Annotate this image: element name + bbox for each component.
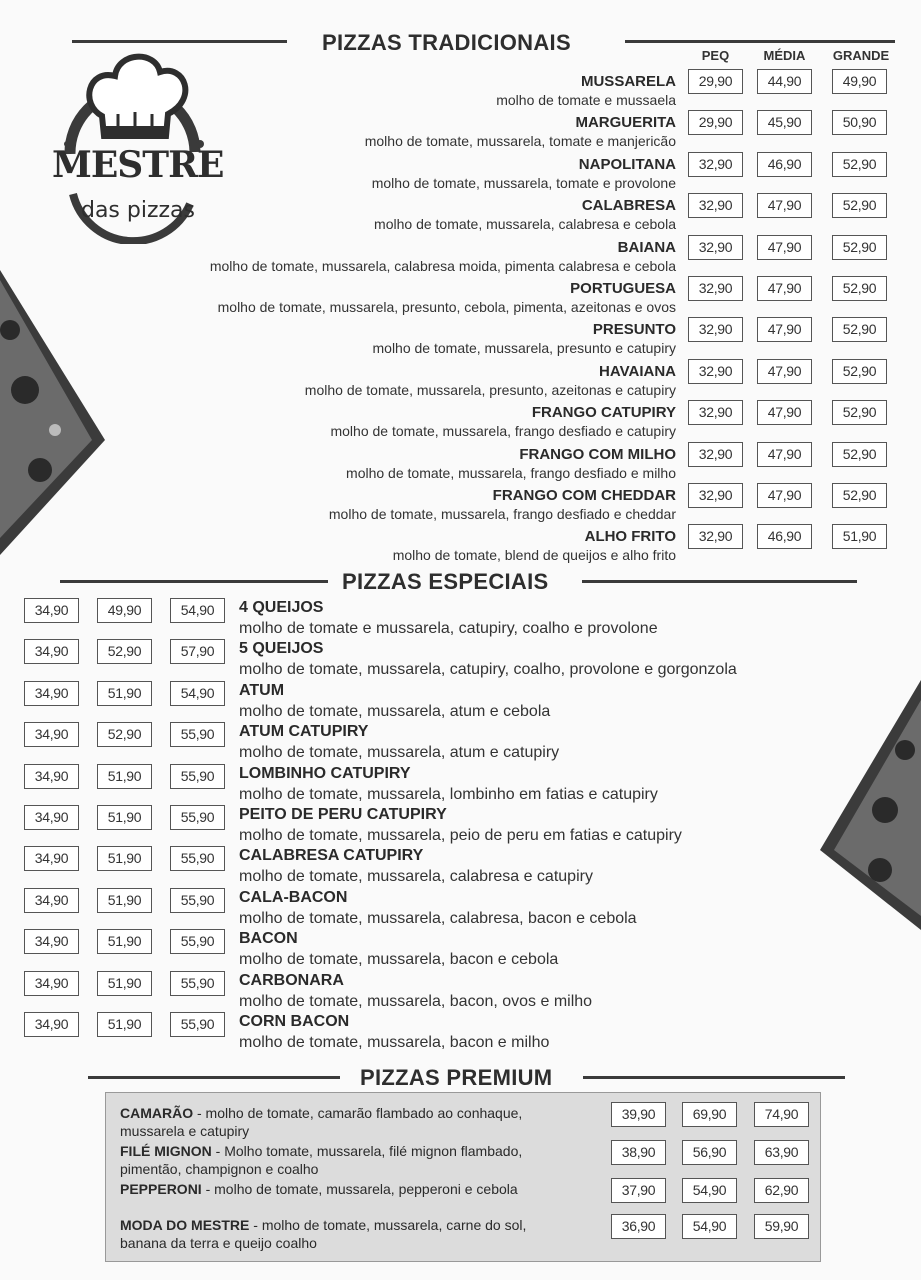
logo-sub-text: das pizzas <box>80 198 196 223</box>
pizza-name: MUSSARELA <box>580 73 676 90</box>
price-box: 34,90 <box>24 639 79 664</box>
price-box: 62,90 <box>754 1178 809 1203</box>
divider <box>88 1076 340 1079</box>
price-box: 52,90 <box>97 722 152 747</box>
price-box: 49,90 <box>832 69 887 94</box>
price-box: 51,90 <box>97 764 152 789</box>
price-box: 51,90 <box>97 846 152 871</box>
premium-item-line <box>120 1217 526 1233</box>
pizza-name: CORN BACON <box>239 1013 350 1030</box>
price-box: 50,90 <box>832 110 887 135</box>
divider <box>583 1076 845 1079</box>
pizza-slice-right-icon <box>820 680 921 940</box>
logo <box>40 44 225 244</box>
pizza-name: ATUM <box>239 681 285 699</box>
pizza-description: molho de tomate e mussaela <box>496 92 676 108</box>
price-box: 55,90 <box>170 846 225 871</box>
price-box: 52,90 <box>832 483 887 508</box>
price-box: 32,90 <box>688 276 743 301</box>
price-box: 44,90 <box>757 69 812 94</box>
pizza-name: FRANGO CATUPIRY <box>531 404 676 422</box>
pizza-description: - Molho tomate, mussarela, filé mignon flambado, <box>211 1143 523 1159</box>
price-box: 34,90 <box>24 846 79 871</box>
price-box: 32,90 <box>688 235 743 260</box>
pizza-description: molho de tomate, mussarela, atum e cebola <box>239 702 551 720</box>
price-box: 52,90 <box>832 317 887 342</box>
price-box: 51,90 <box>97 681 152 706</box>
price-box: 59,90 <box>754 1214 809 1239</box>
price-box: 39,90 <box>611 1102 666 1127</box>
pizza-name: MODA DO MESTRE <box>120 1217 250 1233</box>
pizza-description: - molho de tomate, mussarela, pepperoni e cebola <box>201 1181 518 1197</box>
price-box: 32,90 <box>688 524 743 549</box>
price-box: 51,90 <box>97 929 152 954</box>
price-box: 37,90 <box>611 1178 666 1203</box>
pizza-slice-left-icon <box>0 270 110 560</box>
pizza-description: molho de tomate, mussarela, presunto, cebola, pimenta, azeitonas e ovos <box>217 299 676 315</box>
price-box: 34,90 <box>24 598 79 623</box>
price-box: 47,90 <box>757 359 812 384</box>
price-box: 54,90 <box>170 681 225 706</box>
pizza-description: molho de tomate, mussarela, peio de peru em fatias e catupiry <box>239 827 682 844</box>
pizza-name: CALA-BACON <box>239 888 348 906</box>
pizza-name: FRANGO COM CHEDDAR <box>492 487 676 504</box>
price-box: 55,90 <box>170 1012 225 1037</box>
pizza-name: ALHO FRITO <box>584 528 676 546</box>
pizza-name: MARGUERITA <box>575 114 676 132</box>
price-box: 55,90 <box>170 929 225 954</box>
price-box: 63,90 <box>754 1140 809 1165</box>
pizza-name: NAPOLITANA <box>578 155 676 173</box>
price-box: 51,90 <box>97 888 152 913</box>
price-box: 29,90 <box>688 69 743 94</box>
price-box: 54,90 <box>170 598 225 623</box>
price-box: 32,90 <box>688 442 743 467</box>
price-box: 52,90 <box>832 359 887 384</box>
price-box: 47,90 <box>757 193 812 218</box>
price-box: 47,90 <box>757 235 812 260</box>
divider <box>60 580 328 583</box>
price-box: 34,90 <box>24 764 79 789</box>
pizza-description: molho de tomate, mussarela, catupiry, coalho, provolone e gorgonzola <box>239 661 737 679</box>
premium-item-line <box>120 1181 518 1197</box>
premium-item-line <box>120 1143 522 1159</box>
price-box: 52,90 <box>832 235 887 260</box>
price-box: 52,90 <box>832 442 887 467</box>
pizza-description: molho de tomate, mussarela, bacon e cebola <box>239 951 559 969</box>
pizza-description: molho de tomate e mussarela, catupiry, coalho e provolone <box>239 620 658 637</box>
pizza-description: molho de tomate, mussarela, bacon, ovos e milho <box>239 992 593 1010</box>
pizza-name: BAIANA <box>617 238 676 256</box>
pizza-name: CARBONARA <box>239 971 344 989</box>
price-box: 29,90 <box>688 110 743 135</box>
price-box: 32,90 <box>688 193 743 218</box>
logo-main-text: MESTRE <box>52 144 224 186</box>
pizza-description: molho de tomate, mussarela, calabresa e catupiry <box>239 868 593 886</box>
price-box: 55,90 <box>170 805 225 830</box>
price-box: 51,90 <box>97 1012 152 1037</box>
pizza-description: molho de tomate, mussarela, calabresa, bacon e cebola <box>239 909 637 927</box>
price-box: 55,90 <box>170 764 225 789</box>
price-box: 69,90 <box>682 1102 737 1127</box>
price-box: 74,90 <box>754 1102 809 1127</box>
pizza-name: BACON <box>239 930 298 948</box>
price-box: 55,90 <box>170 888 225 913</box>
pizza-name: 4 QUEIJOS <box>239 599 324 616</box>
pizza-name: CALABRESA CATUPIRY <box>239 847 424 865</box>
divider <box>72 40 287 43</box>
price-box: 51,90 <box>832 524 887 549</box>
pizza-description: molho de tomate, mussarela, tomate e provolone <box>371 174 676 191</box>
price-box: 47,90 <box>757 400 812 425</box>
pizza-name: HAVAIANA <box>599 362 676 380</box>
price-box: 47,90 <box>757 317 812 342</box>
col-header-media: MÉDIA <box>763 48 806 63</box>
pizza-name: LOMBINHO CATUPIRY <box>239 764 411 782</box>
divider <box>582 580 857 583</box>
pizza-name: ATUM CATUPIRY <box>239 723 369 741</box>
pizza-description: molho de tomate, mussarela, calabresa moida, pimenta calabresa e cebola <box>209 257 676 274</box>
price-box: 47,90 <box>757 442 812 467</box>
pizza-description: molho de tomate, mussarela, presunto, azeitonas e catupiry <box>304 381 676 398</box>
price-box: 52,90 <box>832 400 887 425</box>
pizza-description: - molho de tomate, mussarela, carne do sol, <box>249 1217 527 1233</box>
pizza-name: PRESUNTO <box>592 321 676 339</box>
pizza-name: CALABRESA <box>581 197 676 215</box>
price-box: 54,90 <box>682 1214 737 1239</box>
price-box: 51,90 <box>97 971 152 996</box>
pizza-description: molho de tomate, mussarela, bacon e milho <box>239 1034 550 1051</box>
price-box: 55,90 <box>170 971 225 996</box>
price-box: 32,90 <box>688 359 743 384</box>
pizza-description: banana da terra e queijo coalho <box>120 1235 317 1251</box>
col-header-peq: PEQ <box>701 48 730 63</box>
pizza-description: molho de tomate, mussarela, frango desfiado e milho <box>346 464 676 481</box>
price-box: 32,90 <box>688 152 743 177</box>
pizza-description: - molho de tomate, camarão flambado ao conhaque, <box>193 1105 523 1121</box>
price-box: 34,90 <box>24 929 79 954</box>
price-box: 49,90 <box>97 598 152 623</box>
price-box: 57,90 <box>170 639 225 664</box>
price-box: 54,90 <box>682 1178 737 1203</box>
pizza-name: CAMARÃO <box>120 1105 194 1121</box>
divider <box>625 40 895 43</box>
pizza-description: mussarela e catupiry <box>120 1123 250 1139</box>
price-box: 34,90 <box>24 805 79 830</box>
pizza-description: molho de tomate, mussarela, atum e catupiry <box>239 744 560 762</box>
price-box: 45,90 <box>757 110 812 135</box>
pizza-description: molho de tomate, blend de queijos e alho frito <box>392 547 676 564</box>
pizza-description: molho de tomate, mussarela, calabresa e cebola <box>374 216 676 233</box>
pizza-description: molho de tomate, mussarela, frango desfiado e catupiry <box>330 423 676 440</box>
price-box: 34,90 <box>24 681 79 706</box>
pizza-description: molho de tomate, mussarela, lombinho em fatias e catupiry <box>239 785 658 803</box>
price-box: 52,90 <box>832 193 887 218</box>
price-box: 32,90 <box>688 400 743 425</box>
price-box: 46,90 <box>757 152 812 177</box>
price-box: 52,90 <box>97 639 152 664</box>
price-box: 56,90 <box>682 1140 737 1165</box>
pizza-name: PEPPERONI <box>120 1181 202 1197</box>
price-box: 34,90 <box>24 722 79 747</box>
pizza-name: 5 QUEIJOS <box>239 640 324 658</box>
price-box: 36,90 <box>611 1214 666 1239</box>
price-box: 55,90 <box>170 722 225 747</box>
pizza-name: FRANGO COM MILHO <box>519 445 676 463</box>
section-title-tradicionais: PIZZAS TRADICIONAIS <box>322 30 571 55</box>
price-box: 34,90 <box>24 888 79 913</box>
price-box: 51,90 <box>97 805 152 830</box>
section-title-premium: PIZZAS PREMIUM <box>360 1065 553 1090</box>
price-box: 52,90 <box>832 276 887 301</box>
pizza-description: molho de tomate, mussarela, presunto e catupiry <box>372 340 676 357</box>
price-box: 38,90 <box>611 1140 666 1165</box>
pizza-name: FILÉ MIGNON <box>120 1143 212 1159</box>
pizza-name: PEITO DE PERU CATUPIRY <box>239 806 447 823</box>
price-box: 32,90 <box>688 317 743 342</box>
pizza-description: molho de tomate, mussarela, frango desfiado e cheddar <box>328 506 676 522</box>
price-box: 46,90 <box>757 524 812 549</box>
price-box: 47,90 <box>757 483 812 508</box>
pizza-description: molho de tomate, mussarela, tomate e manjericão <box>364 133 676 150</box>
section-title-especiais: PIZZAS ESPECIAIS <box>342 569 549 594</box>
price-box: 52,90 <box>832 152 887 177</box>
premium-item-line <box>120 1105 522 1121</box>
pizza-description: pimentão, champignon e coalho <box>120 1161 319 1177</box>
pizza-name: PORTUGUESA <box>570 280 676 297</box>
price-box: 47,90 <box>757 276 812 301</box>
col-header-grande: GRANDE <box>832 48 890 63</box>
price-box: 32,90 <box>688 483 743 508</box>
price-box: 34,90 <box>24 1012 79 1037</box>
price-box: 34,90 <box>24 971 79 996</box>
